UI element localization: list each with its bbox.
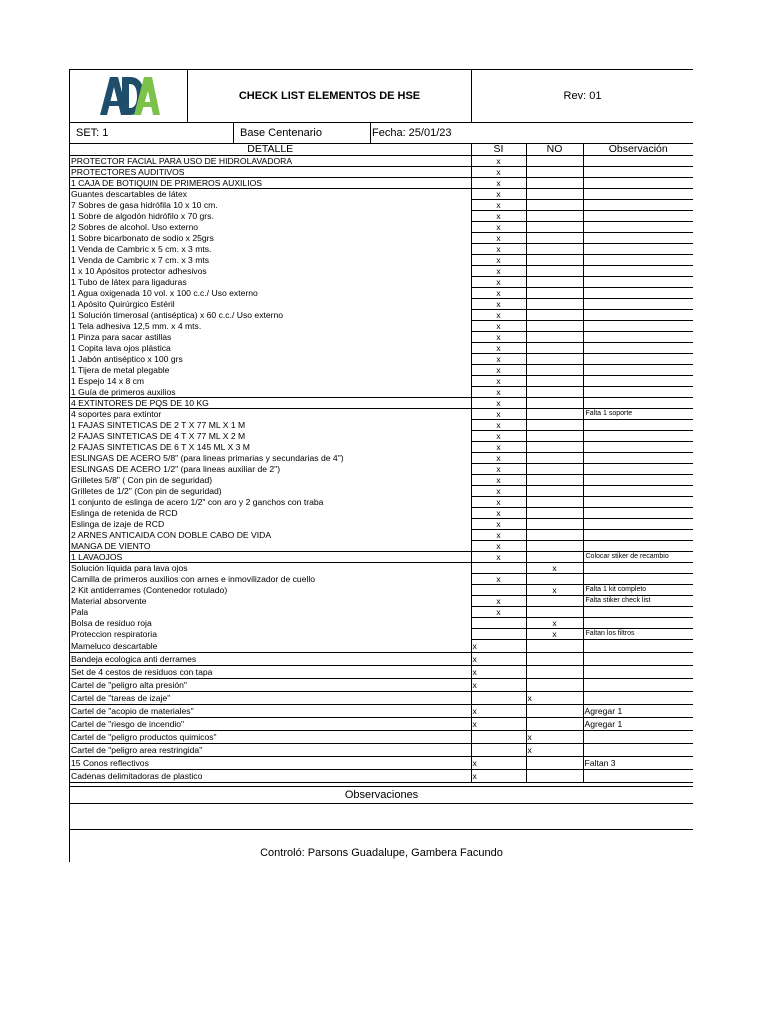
item-observation (583, 321, 693, 332)
item-observation (583, 365, 693, 376)
item-detail: ESLINGAS DE ACERO 5/8" (para lineas primarias y secundarias de 4") (70, 453, 471, 464)
table-row (70, 200, 693, 211)
table-row (70, 376, 693, 387)
item-detail: Cartel de "peligro productos quimicos" (70, 731, 471, 744)
table-row (70, 718, 693, 731)
table-row (70, 585, 693, 596)
item-si-mark (471, 563, 526, 574)
item-detail: 1 Sobre de algodón hidrófilo x 70 grs. (70, 211, 471, 222)
observaciones-title: Observaciones (70, 786, 693, 804)
item-detail: 1 Tela adhesiva 12,5 mm. x 4 mts. (70, 321, 471, 332)
table-row (70, 629, 693, 640)
item-observation: Agregar 1 (583, 718, 693, 731)
item-observation (583, 332, 693, 343)
item-no-mark (526, 200, 583, 211)
item-si-mark (471, 585, 526, 596)
item-no-mark (526, 178, 583, 189)
item-detail: 2 FAJAS SINTETICAS DE 6 T X 145 ML X 3 M (70, 442, 471, 453)
item-observation (583, 233, 693, 244)
item-detail: 7 Sobres de gasa hidrófila 10 x 10 cm. (70, 200, 471, 211)
item-no-mark (526, 475, 583, 486)
item-no-mark (526, 365, 583, 376)
table-row (70, 431, 693, 442)
item-si-mark: x (471, 497, 526, 508)
item-no-mark (526, 497, 583, 508)
item-observation (583, 497, 693, 508)
item-si-mark: x (471, 266, 526, 277)
item-observation (583, 288, 693, 299)
item-si-mark: x (471, 508, 526, 519)
item-no-mark (526, 266, 583, 277)
item-si-mark: x (471, 757, 526, 770)
item-no-mark (526, 288, 583, 299)
item-detail: 1 Venda de Cambric x 5 cm. x 3 mts. (70, 244, 471, 255)
table-row (70, 541, 693, 552)
item-observation: Faltan los filtros (583, 629, 693, 640)
item-si-mark: x (471, 222, 526, 233)
item-si-mark: x (471, 321, 526, 332)
item-no-mark (526, 211, 583, 222)
table-row (70, 354, 693, 365)
item-detail: 2 Kit antiderrames (Contenedor rotulado) (70, 585, 471, 596)
meta-row (70, 123, 693, 144)
item-observation (583, 343, 693, 354)
item-si-mark: x (471, 420, 526, 431)
item-si-mark: x (471, 519, 526, 530)
item-si-mark: x (471, 442, 526, 453)
item-si-mark: x (471, 770, 526, 783)
item-observation: Colocar stiker de recambio (583, 552, 693, 563)
table-row (70, 321, 693, 332)
table-row (70, 266, 693, 277)
item-observation (583, 431, 693, 442)
table-row (70, 653, 693, 666)
item-observation (583, 420, 693, 431)
item-observation (583, 475, 693, 486)
table-row (70, 398, 693, 409)
item-si-mark: x (471, 653, 526, 666)
table-row (70, 387, 693, 398)
item-observation (583, 453, 693, 464)
table-row (70, 508, 693, 519)
item-detail: Bolsa de residuo roja (70, 618, 471, 629)
table-row (70, 156, 693, 167)
item-observation (583, 387, 693, 398)
item-observation (583, 640, 693, 653)
item-observation: Faltan 3 (583, 757, 693, 770)
item-detail: 1 Venda de Cambric x 7 cm. x 3 mts (70, 255, 471, 266)
table-row (70, 552, 693, 563)
item-detail: 1 Copita lava ojos plástica (70, 343, 471, 354)
item-si-mark: x (471, 310, 526, 321)
item-detail: 1 Apósito Quirúrgico Estéril (70, 299, 471, 310)
item-observation (583, 211, 693, 222)
ada-logo-icon (98, 75, 160, 117)
table-row (70, 530, 693, 541)
checklist-table (70, 144, 693, 783)
item-si-mark: x (471, 530, 526, 541)
item-no-mark (526, 376, 583, 387)
item-no-mark (526, 409, 583, 420)
item-detail: Cartel de "peligro alta presión" (70, 679, 471, 692)
item-si-mark: x (471, 464, 526, 475)
item-observation (583, 574, 693, 585)
date-label: Fecha: 25/01/23 (372, 127, 452, 139)
item-detail: 1 Tubo de látex para ligaduras (70, 277, 471, 288)
item-si-mark: x (471, 200, 526, 211)
item-observation (583, 442, 693, 453)
item-no-mark (526, 640, 583, 653)
item-si-mark (471, 692, 526, 705)
table-row (70, 731, 693, 744)
item-si-mark: x (471, 156, 526, 167)
item-detail: 4 EXTINTORES DE PQS DE 10 KG (70, 398, 471, 409)
item-detail: PROTECTORES AUDITIVOS (70, 167, 471, 178)
item-detail: 2 Sobres de alcohol. Uso externo (70, 222, 471, 233)
revision-label: Rev: 01 (563, 90, 602, 102)
table-row (70, 497, 693, 508)
table-row (70, 211, 693, 222)
table-row (70, 332, 693, 343)
table-row (70, 705, 693, 718)
item-observation (583, 376, 693, 387)
item-observation (583, 653, 693, 666)
controlled-by: Controló: Parsons Guadalupe, Gambera Facundo (260, 847, 503, 859)
item-no-mark (526, 354, 583, 365)
item-no-mark (526, 244, 583, 255)
table-row (70, 222, 693, 233)
item-no-mark: x (526, 744, 583, 757)
table-header (70, 144, 693, 156)
item-no-mark (526, 486, 583, 497)
item-si-mark: x (471, 277, 526, 288)
item-detail: 1 Jabón antiséptico x 100 grs (70, 354, 471, 365)
item-observation (583, 679, 693, 692)
item-detail: Grilletes 5/8" ( Con pin de seguridad) (70, 475, 471, 486)
item-observation (583, 464, 693, 475)
item-observation (583, 310, 693, 321)
column-header-no: NO (526, 144, 583, 156)
item-no-mark (526, 574, 583, 585)
item-no-mark: x (526, 618, 583, 629)
table-row (70, 679, 693, 692)
item-detail: Cadenas delimitadoras de plastico (70, 770, 471, 783)
item-observation (583, 156, 693, 167)
item-si-mark (471, 744, 526, 757)
item-observation (583, 167, 693, 178)
table-row (70, 409, 693, 420)
item-no-mark (526, 233, 583, 244)
item-si-mark: x (471, 299, 526, 310)
item-no-mark (526, 310, 583, 321)
item-si-mark: x (471, 211, 526, 222)
table-row (70, 277, 693, 288)
header-row (70, 70, 693, 123)
item-detail: 1 Tijera de metal plegable (70, 365, 471, 376)
item-no-mark (526, 332, 583, 343)
table-row (70, 475, 693, 486)
item-si-mark: x (471, 705, 526, 718)
item-no-mark (526, 530, 583, 541)
item-si-mark: x (471, 343, 526, 354)
table-row (70, 420, 693, 431)
item-si-mark: x (471, 486, 526, 497)
item-si-mark: x (471, 718, 526, 731)
item-no-mark (526, 464, 583, 475)
item-no-mark (526, 398, 583, 409)
item-no-mark (526, 607, 583, 618)
item-no-mark (526, 255, 583, 266)
item-detail: 1 x 10 Apósitos protector adhesivos (70, 266, 471, 277)
table-row (70, 167, 693, 178)
table-row (70, 244, 693, 255)
table-row (70, 596, 693, 607)
item-si-mark: x (471, 178, 526, 189)
item-detail: PROTECTOR FACIAL PARA USO DE HIDROLAVADORA (70, 156, 471, 167)
item-observation (583, 277, 693, 288)
item-no-mark (526, 431, 583, 442)
item-no-mark (526, 277, 583, 288)
item-si-mark: x (471, 332, 526, 343)
item-no-mark (526, 299, 583, 310)
item-si-mark: x (471, 679, 526, 692)
item-no-mark (526, 442, 583, 453)
item-observation (583, 519, 693, 530)
item-detail: Set de 4 cestos de residuos con tapa (70, 666, 471, 679)
item-detail: ESLINGAS DE ACERO 1/2" (para lineas auxiliar de 2") (70, 464, 471, 475)
item-observation (583, 563, 693, 574)
item-si-mark: x (471, 453, 526, 464)
item-no-mark (526, 541, 583, 552)
item-si-mark: x (471, 475, 526, 486)
table-row (70, 255, 693, 266)
item-no-mark: x (526, 563, 583, 574)
item-si-mark: x (471, 255, 526, 266)
item-detail: 1 Guía de primeros auxilios (70, 387, 471, 398)
item-detail: Grilletes de 1/2" (Con pin de seguridad) (70, 486, 471, 497)
item-detail: Solución líquida para lava ojos (70, 563, 471, 574)
item-no-mark (526, 770, 583, 783)
item-detail: Cartel de "acopio de materiales" (70, 705, 471, 718)
item-detail: Pala (70, 607, 471, 618)
item-detail: 1 Espejo 14 x 8 cm (70, 376, 471, 387)
table-row (70, 692, 693, 705)
item-si-mark: x (471, 233, 526, 244)
table-row (70, 310, 693, 321)
item-no-mark (526, 321, 583, 332)
item-si-mark: x (471, 607, 526, 618)
item-detail: 2 FAJAS SINTETICAS DE 4 T X 77 ML X 2 M (70, 431, 471, 442)
item-observation (583, 178, 693, 189)
item-si-mark (471, 618, 526, 629)
item-no-mark (526, 666, 583, 679)
item-si-mark: x (471, 552, 526, 563)
item-detail: Eslinga de retenida de RCD (70, 508, 471, 519)
item-detail: 1 Sobre bicarbonato de sodio x 25grs (70, 233, 471, 244)
table-row (70, 757, 693, 770)
item-si-mark: x (471, 354, 526, 365)
column-header-detalle: DETALLE (70, 144, 471, 156)
item-si-mark (471, 629, 526, 640)
table-row (70, 618, 693, 629)
item-observation (583, 731, 693, 744)
table-row (70, 178, 693, 189)
item-detail: MANGA DE VIENTO (70, 541, 471, 552)
item-si-mark (471, 731, 526, 744)
item-observation (583, 222, 693, 233)
item-observation (583, 541, 693, 552)
item-no-mark (526, 387, 583, 398)
table-row (70, 464, 693, 475)
item-no-mark: x (526, 585, 583, 596)
item-observation (583, 354, 693, 365)
item-no-mark (526, 420, 583, 431)
table-row (70, 666, 693, 679)
item-detail: Guantes descartables de látex (70, 189, 471, 200)
item-observation (583, 530, 693, 541)
item-observation (583, 189, 693, 200)
column-header-observacion: Observación (583, 144, 693, 156)
item-observation (583, 266, 693, 277)
item-detail: Proteccion respiratoria (70, 629, 471, 640)
item-si-mark: x (471, 541, 526, 552)
item-no-mark (526, 343, 583, 354)
item-detail: 1 CAJA DE BOTIQUIN DE PRIMEROS AUXILIOS (70, 178, 471, 189)
item-si-mark: x (471, 387, 526, 398)
item-detail: Mameluco descartable (70, 640, 471, 653)
item-si-mark: x (471, 666, 526, 679)
item-no-mark (526, 552, 583, 563)
table-row (70, 453, 693, 464)
item-si-mark: x (471, 167, 526, 178)
item-no-mark (526, 596, 583, 607)
item-no-mark (526, 453, 583, 464)
item-observation (583, 770, 693, 783)
item-detail: 15 Conos reflectivos (70, 757, 471, 770)
item-no-mark (526, 508, 583, 519)
table-row (70, 233, 693, 244)
item-detail: Eslinga de izaje de RCD (70, 519, 471, 530)
item-no-mark: x (526, 731, 583, 744)
item-observation (583, 200, 693, 211)
table-row (70, 744, 693, 757)
item-observation (583, 618, 693, 629)
item-no-mark: x (526, 692, 583, 705)
item-observation (583, 299, 693, 310)
item-detail: Cartel de "riesgo de incendio" (70, 718, 471, 731)
item-detail: Material absorvente (70, 596, 471, 607)
item-observation (583, 607, 693, 618)
item-detail: 1 Solución timerosal (antiséptica) x 60 c.c./ Uso externo (70, 310, 471, 321)
table-row (70, 563, 693, 574)
company-logo (70, 70, 188, 122)
item-detail: Bandeja ecologica anti derrames (70, 653, 471, 666)
table-row (70, 365, 693, 376)
table-row (70, 189, 693, 200)
table-row (70, 486, 693, 497)
item-si-mark: x (471, 398, 526, 409)
item-detail: 1 FAJAS SINTETICAS DE 2 T X 77 ML X 1 M (70, 420, 471, 431)
item-detail: 2 ARNES ANTICAIDA CON DOBLE CABO DE VIDA (70, 530, 471, 541)
item-detail: Camilla de primeros auxilios con arnes e inmovilizador de cuello (70, 574, 471, 585)
item-si-mark: x (471, 288, 526, 299)
table-row (70, 607, 693, 618)
table-row (70, 770, 693, 783)
table-row (70, 442, 693, 453)
item-detail: 1 LAVAOJOS (70, 552, 471, 563)
base-label: Base Centenario (234, 123, 371, 143)
item-detail: 4 soportes para extintor (70, 409, 471, 420)
column-header-si: SI (471, 144, 526, 156)
item-si-mark: x (471, 409, 526, 420)
item-si-mark: x (471, 596, 526, 607)
item-observation: Agregar 1 (583, 705, 693, 718)
item-si-mark: x (471, 189, 526, 200)
observaciones-area (70, 803, 693, 830)
item-detail: Cartel de "tareas de izaje" (70, 692, 471, 705)
item-no-mark (526, 679, 583, 692)
table-row (70, 519, 693, 530)
item-detail: Cartel de "peligro area restringida" (70, 744, 471, 757)
item-observation: Falta stiker check list (583, 596, 693, 607)
item-no-mark (526, 189, 583, 200)
item-no-mark (526, 167, 583, 178)
table-row (70, 343, 693, 354)
item-observation (583, 744, 693, 757)
item-si-mark: x (471, 574, 526, 585)
item-no-mark: x (526, 629, 583, 640)
item-observation: Falta 1 kit completo (583, 585, 693, 596)
item-no-mark (526, 653, 583, 666)
item-observation (583, 692, 693, 705)
item-no-mark (526, 156, 583, 167)
item-observation (583, 255, 693, 266)
table-row (70, 288, 693, 299)
checklist-sheet (69, 69, 693, 862)
item-observation (583, 244, 693, 255)
item-no-mark (526, 757, 583, 770)
item-observation (583, 666, 693, 679)
item-si-mark: x (471, 431, 526, 442)
item-si-mark: x (471, 376, 526, 387)
item-no-mark (526, 222, 583, 233)
table-row (70, 574, 693, 585)
item-observation (583, 508, 693, 519)
item-detail: 1 Agua oxigenada 10 vol. x 100 c.c./ Uso externo (70, 288, 471, 299)
document-title: CHECK LIST ELEMENTOS DE HSE (188, 70, 472, 122)
item-detail: 1 conjunto de eslinga de acero 1/2" con aro y 2 ganchos con traba (70, 497, 471, 508)
item-si-mark: x (471, 244, 526, 255)
item-observation (583, 398, 693, 409)
item-no-mark (526, 705, 583, 718)
set-label: SET: 1 (70, 123, 234, 143)
table-row (70, 299, 693, 310)
table-row (70, 640, 693, 653)
item-no-mark (526, 519, 583, 530)
item-observation: Falta 1 soporte (583, 409, 693, 420)
item-observation (583, 486, 693, 497)
item-si-mark: x (471, 365, 526, 376)
item-si-mark: x (471, 640, 526, 653)
item-no-mark (526, 718, 583, 731)
item-detail: 1 Pinza para sacar astillas (70, 332, 471, 343)
